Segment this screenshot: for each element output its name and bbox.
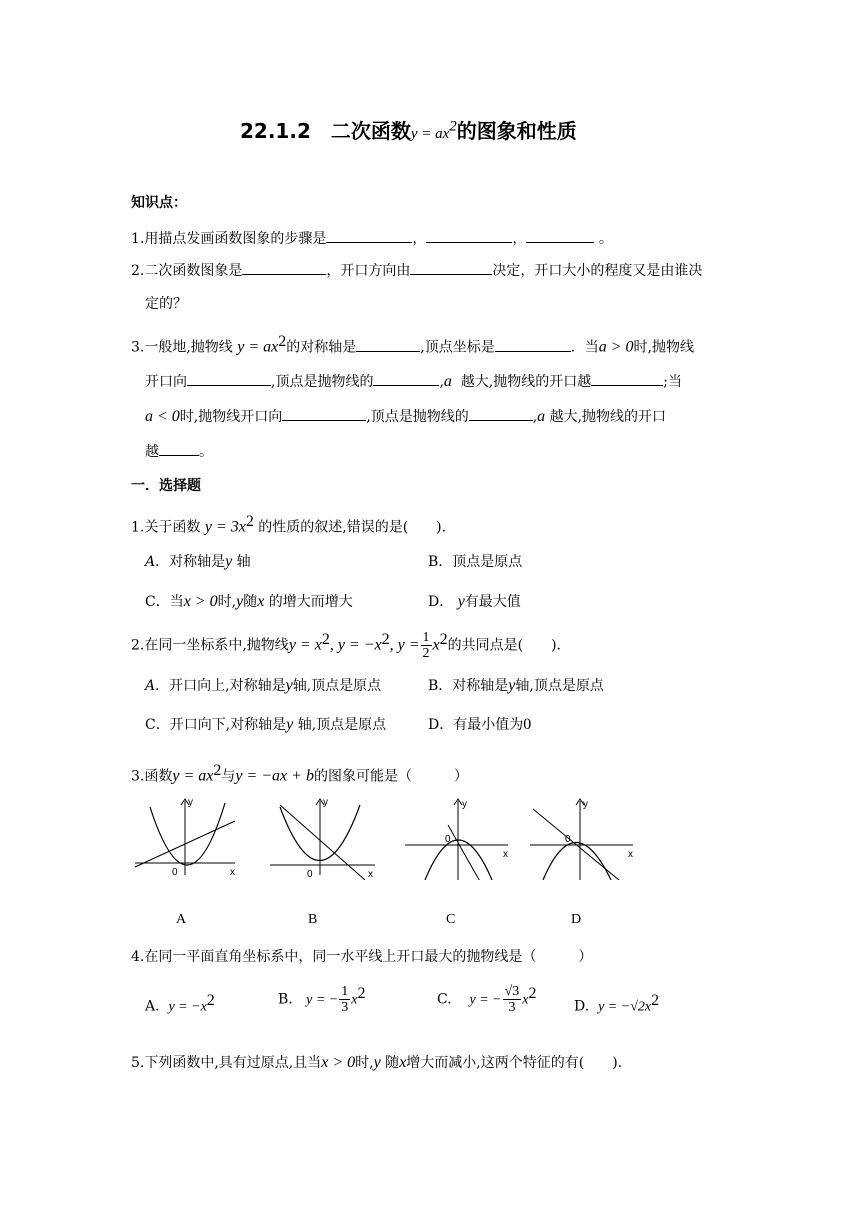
knowledge-heading: 知识点： [131, 195, 187, 211]
origin-label: 0 [307, 869, 313, 880]
origin-label: 0 [172, 867, 178, 878]
x-label: x [368, 869, 373, 880]
parabola [543, 843, 611, 881]
problem-3-stem: 3.函数$y = ax^2$与y = −ax + b的图象可能是（ ） [131, 762, 468, 785]
problem-4-option-a[interactable]: A. $y = -x^2$ [145, 992, 215, 1015]
graph-label-a: A [176, 912, 187, 927]
y-label: y [323, 797, 328, 808]
problem-1-option-d[interactable]: D． y有最大值 [428, 593, 521, 610]
graph-label-d: D [571, 912, 582, 927]
knowledge-q3-line4: 越 。 [145, 441, 213, 461]
problem-1-stem: 1.关于函数 $y = 3x^2$ 的性质的叙述,错误的是( ). [131, 513, 447, 536]
problem-1-option-c[interactable]: C．当x > 0时,y随x 的增大而增大 [145, 593, 353, 610]
page-title: 22.1.2 二次函数$y = ax^2$的图象和性质 [240, 118, 577, 143]
problem-2-option-a[interactable]: A．开口向上,对称轴是y轴,顶点是原点 [145, 677, 382, 694]
knowledge-q3-line2: 开口向 ,顶点是抛物线的 ,a 越大,抛物线的开口越 ;当 [145, 373, 682, 390]
graph-b[interactable] [265, 795, 380, 880]
x-label: x [628, 849, 633, 860]
section-heading: 一．选择题 [131, 478, 201, 494]
parabola [150, 803, 225, 865]
knowledge-q3: 3.一般地,抛物线 $y = ax^2$的对称轴是 ,顶点坐标是 ．当a > 0时,抛物线 [131, 333, 694, 356]
problem-4-option-d[interactable]: D. $y = -√2x^2$ [574, 992, 660, 1015]
problem-2-option-d[interactable]: D．有最小值为0 [428, 716, 532, 733]
knowledge-q3-line3: a < 0时,抛物线开口向 ,顶点是抛物线的 ,a 越大,抛物线的开口 [145, 408, 667, 425]
graph-label-c: C [446, 912, 456, 927]
knowledge-q1: 1.用描点发画函数图象的步骤是 ， ， 。 [131, 228, 613, 248]
fraction-one-half: $\frac{1}{2}$ [422, 630, 430, 661]
problem-4-option-b[interactable]: B. y = − $\frac{1}{3}$ $x^2$ [278, 984, 366, 1015]
graph-c[interactable] [400, 795, 515, 880]
problem-4-option-c[interactable]: C. y = − $\frac{√3}{3}$ $x^2$ [437, 984, 537, 1015]
graph-a[interactable] [130, 795, 240, 880]
origin-label: 0 [565, 834, 571, 845]
knowledge-q2-cont: 定的？ [145, 296, 187, 312]
x-label: x [230, 867, 235, 878]
y-label: y [583, 799, 588, 810]
line [280, 805, 365, 880]
problem-1-option-a[interactable]: A．对称轴是y 轴 [145, 553, 251, 570]
graph-d[interactable] [525, 795, 640, 880]
graph-label-b: B [308, 912, 318, 927]
problem-5-stem: 5.下列函数中,具有过原点,且当x > 0时,y 随x增大而减小,这两个特征的有( ). [131, 1054, 623, 1071]
problem-2-stem: 2.在同一坐标系中,抛物线$y = x^2$, $y = -x^2$, y = $\frac{1}{2}$ $x^2$的共同点是( ). [131, 630, 561, 661]
origin-label: 0 [445, 834, 451, 845]
x-label: x [503, 849, 508, 860]
problem-2-option-b[interactable]: B．对称轴是y轴,顶点是原点 [428, 677, 604, 694]
y-label: y [188, 797, 193, 808]
y-label: y [462, 799, 467, 810]
problem-1-option-b[interactable]: B．顶点是原点 [428, 554, 523, 570]
knowledge-q2: 2.二次函数图象是 ，开口方向由 决定，开口大小的程度又是由谁决 [131, 260, 702, 280]
problem-4-stem: 4.在同一平面直角坐标系中，同一水平线上开口最大的抛物线是（ ） [131, 949, 593, 965]
problem-2-option-c[interactable]: C．开口向下,对称轴是y 轴,顶点是原点 [145, 716, 387, 733]
